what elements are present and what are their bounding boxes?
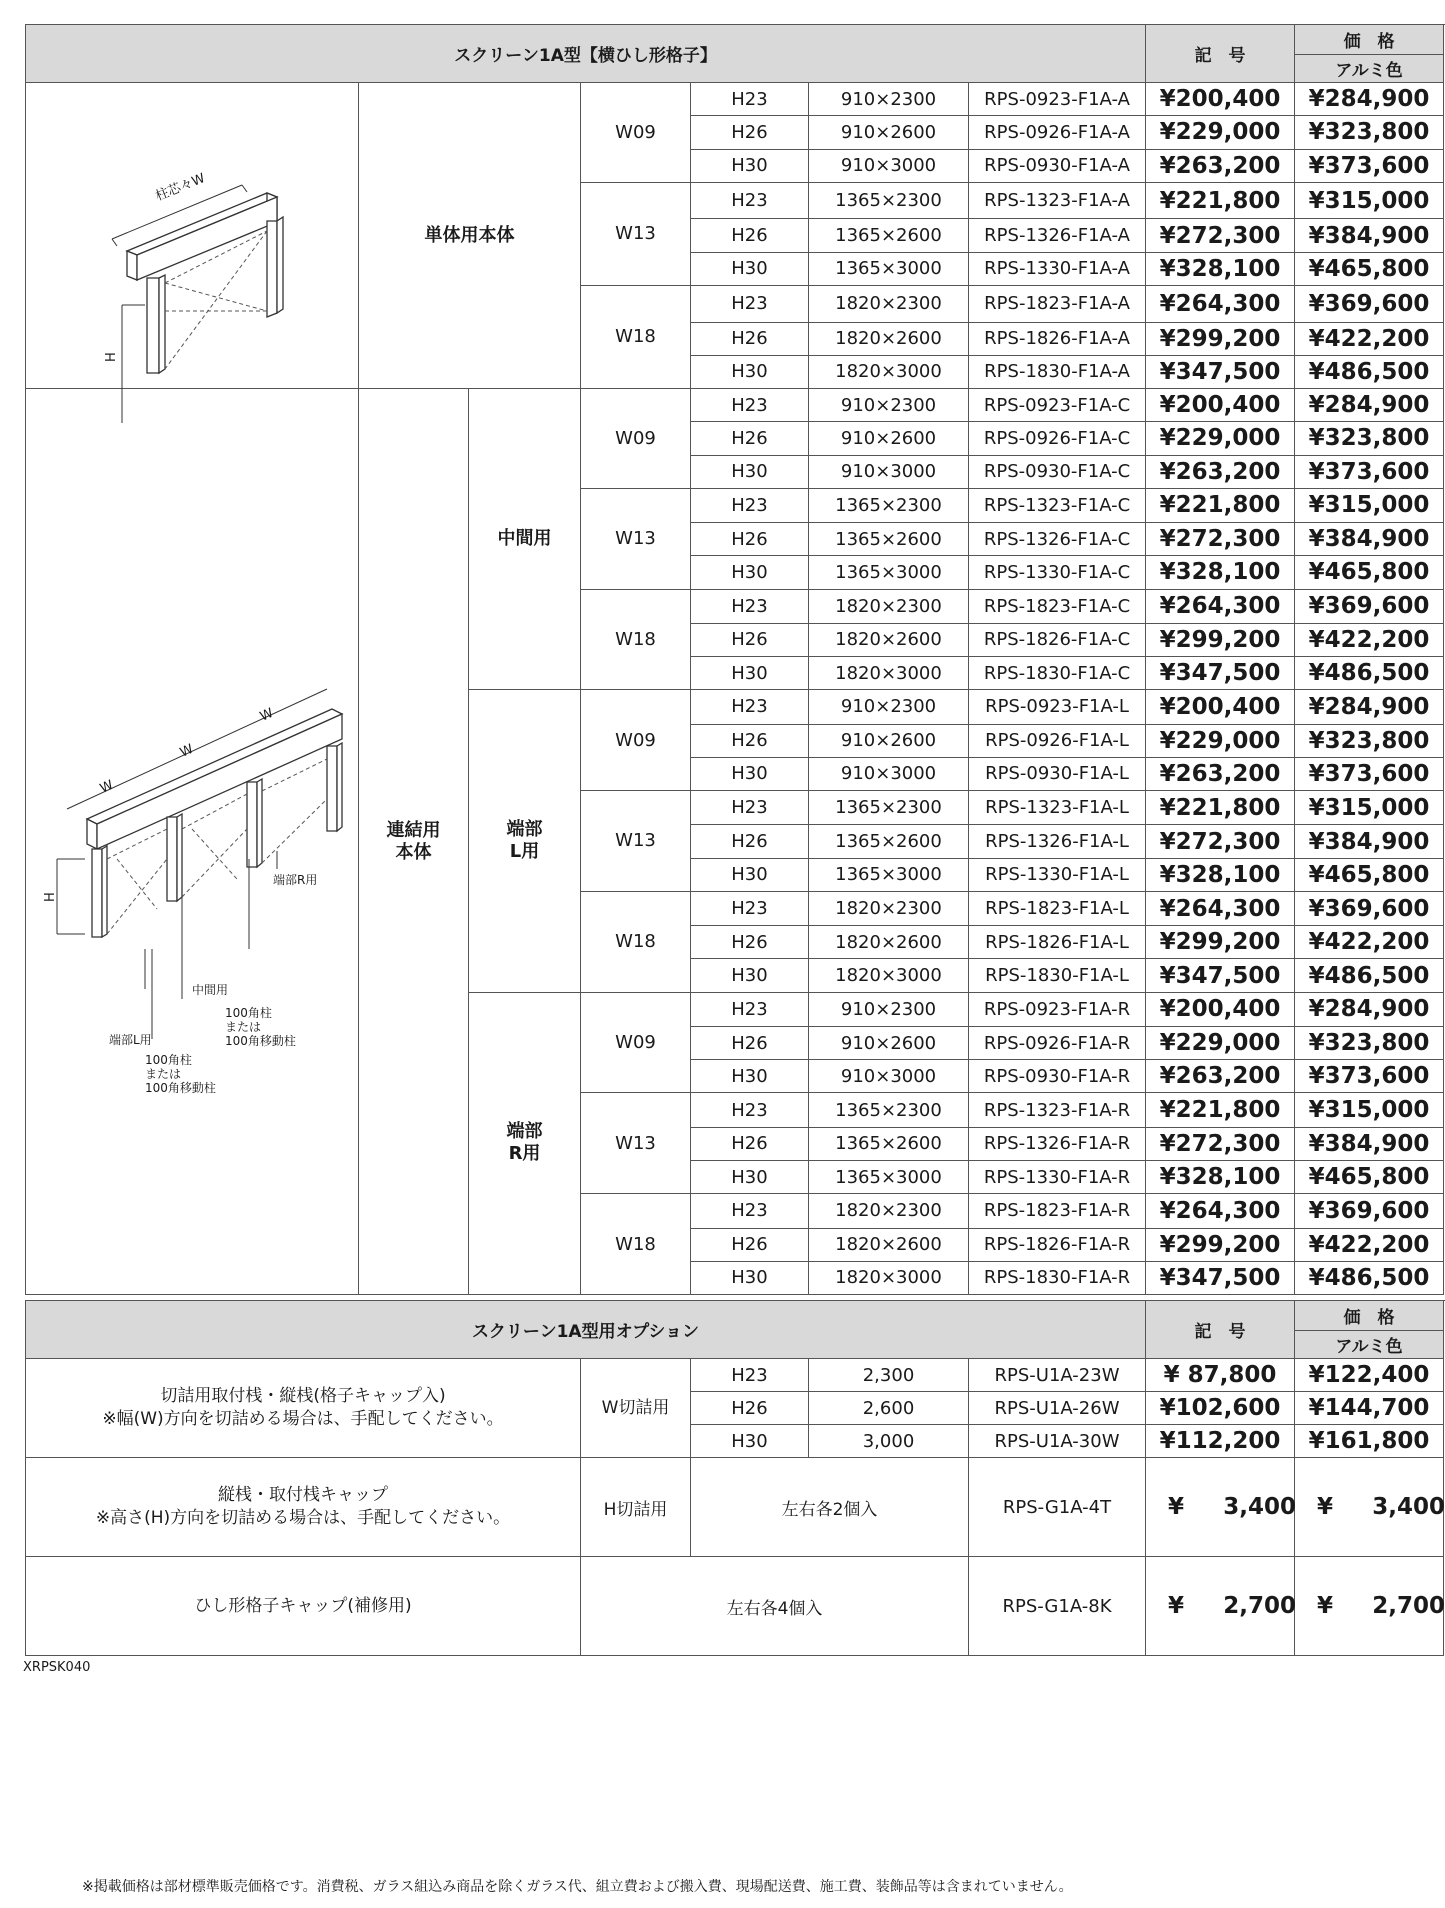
- cell-code: RPS-1826-F1A-R: [969, 1228, 1146, 1261]
- table-row: [26, 83, 1444, 116]
- yen-sign: ¥: [1168, 1593, 1185, 1619]
- cell-code: RPS-1830-F1A-L: [969, 959, 1146, 992]
- cell-price-wood: ¥465,800: [1295, 858, 1444, 891]
- cell-price-wood: ¥284,900: [1295, 389, 1444, 422]
- cell-price-wood: ¥315,000: [1295, 182, 1444, 219]
- cell-size: 910×2600: [809, 724, 969, 757]
- cell-h: H23: [691, 589, 809, 623]
- option-item2-price-alu: [1146, 1458, 1295, 1557]
- cell-h: H26: [691, 724, 809, 757]
- cell-price-alu: ¥221,800: [1146, 1093, 1295, 1127]
- option-item3-code: RPS-G1A-8K: [969, 1557, 1146, 1656]
- cell-code: RPS-0923-F1A-A: [969, 83, 1146, 116]
- cell-price-wood: ¥315,000: [1295, 791, 1444, 825]
- cell-price-wood: ¥465,800: [1295, 252, 1444, 285]
- cell-h: H23: [691, 690, 809, 724]
- cell-price-alu: ¥200,400: [1146, 83, 1295, 116]
- fig2-post1-line3: 100角移動柱: [225, 1034, 296, 1048]
- cell-h: H30: [691, 858, 809, 891]
- cell-size: 1820×2300: [809, 589, 969, 623]
- cell-price-wood: ¥323,800: [1295, 724, 1444, 757]
- cell-price-wood: ¥323,800: [1295, 116, 1444, 149]
- sub-end-l-label: 端部 L用: [469, 690, 581, 992]
- fig2-post2-line3: 100角移動柱: [145, 1081, 216, 1095]
- fig2-w2-label: W: [177, 741, 196, 761]
- cell-code: RPS-1326-F1A-L: [969, 825, 1146, 858]
- width-label: W18: [581, 891, 691, 992]
- main-price-table: [25, 24, 1444, 1295]
- fig2-post2-line2: または: [145, 1067, 182, 1081]
- option-color-alu-header: アルミ色: [1295, 1331, 1444, 1359]
- cell-price-alu: ¥299,200: [1146, 322, 1295, 355]
- table-row: [26, 1359, 1444, 1392]
- fig1-w-label: 柱芯々W: [153, 171, 208, 205]
- linked-figure-cell: [26, 389, 359, 1295]
- cell-price-alu: ¥ 87,800: [1146, 1359, 1295, 1392]
- cell-price-alu: ¥263,200: [1146, 757, 1295, 790]
- cell-size: 1365×3000: [809, 1160, 969, 1193]
- cell-price-wood: ¥486,500: [1295, 657, 1444, 690]
- single-unit-figure: [27, 83, 357, 383]
- fig2-post2-line1: 100角柱: [145, 1053, 192, 1067]
- cell-code: RPS-0926-F1A-L: [969, 724, 1146, 757]
- cell-h: H26: [691, 825, 809, 858]
- cell-code: RPS-1830-F1A-R: [969, 1261, 1146, 1294]
- cell-price-alu: ¥328,100: [1146, 858, 1295, 891]
- cell-code: RPS-1330-F1A-A: [969, 252, 1146, 285]
- price-value: 2,700: [1223, 1593, 1296, 1619]
- cell-price-alu: ¥221,800: [1146, 182, 1295, 219]
- option-item2-qty: 左右各2個入: [691, 1458, 969, 1557]
- cell-price-alu: ¥102,600: [1146, 1392, 1295, 1425]
- cell-size: 910×2600: [809, 422, 969, 455]
- cell-code: RPS-1323-F1A-R: [969, 1093, 1146, 1127]
- cell-h: H26: [691, 1127, 809, 1160]
- option-item2-code: RPS-G1A-4T: [969, 1458, 1146, 1557]
- cell-h: H23: [691, 182, 809, 219]
- cell-price-alu: ¥272,300: [1146, 825, 1295, 858]
- cell-size: 1365×3000: [809, 252, 969, 285]
- cell-size: 1365×3000: [809, 858, 969, 891]
- cell-h: H30: [691, 149, 809, 182]
- option-item2-type: H切詰用: [581, 1458, 691, 1557]
- cell-price-wood: ¥284,900: [1295, 83, 1444, 116]
- table-row: [26, 1458, 1444, 1557]
- cell-price-alu: ¥328,100: [1146, 556, 1295, 589]
- cell-price-wood: ¥373,600: [1295, 1060, 1444, 1093]
- cell-h: H30: [691, 455, 809, 488]
- width-label: W13: [581, 791, 691, 892]
- width-label: W13: [581, 182, 691, 285]
- cell-h: H26: [691, 322, 809, 355]
- yen-sign: ¥: [1317, 1494, 1334, 1520]
- cell-code: RPS-0930-F1A-C: [969, 455, 1146, 488]
- cell-price-alu: ¥347,500: [1146, 657, 1295, 690]
- cell-price-alu: ¥347,500: [1146, 1261, 1295, 1294]
- cell-code: RPS-0923-F1A-C: [969, 389, 1146, 422]
- cell-code: RPS-U1A-30W: [969, 1425, 1146, 1458]
- option-item3-price-wood: [1295, 1557, 1444, 1656]
- cell-price-wood: ¥486,500: [1295, 959, 1444, 992]
- width-label: W09: [581, 992, 691, 1093]
- cell-h: H23: [691, 791, 809, 825]
- table-row: [26, 389, 1444, 422]
- cell-h: H30: [691, 757, 809, 790]
- cell-size: 1365×2600: [809, 523, 969, 556]
- cell-price-wood: ¥384,900: [1295, 1127, 1444, 1160]
- cell-size: 1820×2600: [809, 322, 969, 355]
- cell-size: 1365×3000: [809, 556, 969, 589]
- cell-code: RPS-0930-F1A-A: [969, 149, 1146, 182]
- cell-price-wood: ¥369,600: [1295, 1194, 1444, 1228]
- width-label: W09: [581, 690, 691, 791]
- cell-price-wood: ¥486,500: [1295, 355, 1444, 388]
- option-item3-desc: ひし形格子キャップ(補修用): [26, 1557, 581, 1656]
- cell-price-wood: ¥422,200: [1295, 322, 1444, 355]
- cell-price-wood: ¥486,500: [1295, 1261, 1444, 1294]
- color-alu-header: アルミ色: [1295, 55, 1444, 83]
- cell-code: RPS-1326-F1A-R: [969, 1127, 1146, 1160]
- cell-size: 910×2600: [809, 116, 969, 149]
- cell-price-alu: ¥221,800: [1146, 791, 1295, 825]
- linked-unit-figure: [27, 389, 357, 1289]
- price-header: 価 格: [1295, 25, 1444, 55]
- cell-size: 1365×2600: [809, 1127, 969, 1160]
- cell-size: 1820×3000: [809, 355, 969, 388]
- cell-price-wood: ¥465,800: [1295, 1160, 1444, 1193]
- cell-code: RPS-1823-F1A-C: [969, 589, 1146, 623]
- cell-h: H30: [691, 1060, 809, 1093]
- cell-code: RPS-1826-F1A-L: [969, 926, 1146, 959]
- cell-code: RPS-1826-F1A-C: [969, 623, 1146, 656]
- cell-size: 910×2300: [809, 992, 969, 1026]
- fig2-w1-label: W: [97, 777, 116, 797]
- cell-price-alu: ¥229,000: [1146, 116, 1295, 149]
- cell-code: RPS-1823-F1A-R: [969, 1194, 1146, 1228]
- cell-code: RPS-1330-F1A-R: [969, 1160, 1146, 1193]
- yen-sign: ¥: [1168, 1494, 1185, 1520]
- cell-price-alu: ¥221,800: [1146, 488, 1295, 522]
- width-label: W18: [581, 1194, 691, 1295]
- cell-h: H23: [691, 285, 809, 322]
- cell-price-wood: ¥465,800: [1295, 556, 1444, 589]
- cell-size: 910×2300: [809, 83, 969, 116]
- cell-size: 1365×2300: [809, 182, 969, 219]
- cell-code: RPS-1330-F1A-L: [969, 858, 1146, 891]
- cell-price-alu: ¥264,300: [1146, 285, 1295, 322]
- cell-price-wood: ¥373,600: [1295, 455, 1444, 488]
- cell-size: 2,600: [809, 1392, 969, 1425]
- cell-h: H23: [691, 389, 809, 422]
- cell-h: H23: [691, 488, 809, 522]
- fig1-h-label: H: [104, 352, 119, 362]
- cell-price-alu: ¥200,400: [1146, 992, 1295, 1026]
- cell-price-alu: ¥328,100: [1146, 252, 1295, 285]
- cell-size: 910×2300: [809, 389, 969, 422]
- cell-price-wood: ¥373,600: [1295, 149, 1444, 182]
- cell-h: H30: [691, 959, 809, 992]
- cell-size: 910×2300: [809, 690, 969, 724]
- cell-price-wood: ¥422,200: [1295, 1228, 1444, 1261]
- cell-h: H23: [691, 1359, 809, 1392]
- cell-price-alu: ¥272,300: [1146, 1127, 1295, 1160]
- code-header: 記 号: [1146, 25, 1295, 83]
- cell-size: 1365×2300: [809, 1093, 969, 1127]
- cell-code: RPS-0926-F1A-A: [969, 116, 1146, 149]
- cell-code: RPS-1826-F1A-A: [969, 322, 1146, 355]
- option-code-header: 記 号: [1146, 1301, 1295, 1359]
- option-table-title: スクリーン1A型用オプション: [26, 1301, 1146, 1359]
- cell-size: 910×2600: [809, 1026, 969, 1059]
- cell-code: RPS-0930-F1A-L: [969, 757, 1146, 790]
- cell-size: 1820×2600: [809, 926, 969, 959]
- cell-size: 910×3000: [809, 757, 969, 790]
- option-item2-price-wood: [1295, 1458, 1444, 1557]
- cell-price-wood: ¥373,600: [1295, 757, 1444, 790]
- cell-price-alu: ¥229,000: [1146, 724, 1295, 757]
- cell-price-wood: ¥384,900: [1295, 219, 1444, 252]
- cell-size: 1820×3000: [809, 1261, 969, 1294]
- option-price-table: [25, 1300, 1444, 1656]
- cell-size: 910×3000: [809, 455, 969, 488]
- option-item2-desc: 縦桟・取付桟キャップ ※高さ(H)方向を切詰める場合は、手配してください。: [26, 1458, 581, 1557]
- cell-size: 2,300: [809, 1359, 969, 1392]
- cell-size: 1820×2300: [809, 1194, 969, 1228]
- fig2-end-l-label: 端部L用: [109, 1033, 152, 1047]
- cell-h: H30: [691, 1160, 809, 1193]
- single-figure-cell: [26, 83, 359, 389]
- fig2-w3-label: W: [257, 705, 276, 725]
- cell-h: H26: [691, 1392, 809, 1425]
- sub-middle-label: 中間用: [469, 389, 581, 690]
- cell-code: RPS-0923-F1A-L: [969, 690, 1146, 724]
- cell-size: 1365×2300: [809, 488, 969, 522]
- width-label: W18: [581, 589, 691, 690]
- cell-code: RPS-1830-F1A-C: [969, 657, 1146, 690]
- cell-code: RPS-1323-F1A-C: [969, 488, 1146, 522]
- cell-price-alu: ¥200,400: [1146, 690, 1295, 724]
- cell-size: 910×3000: [809, 1060, 969, 1093]
- cell-price-alu: ¥299,200: [1146, 1228, 1295, 1261]
- option-item1-type: W切詰用: [581, 1359, 691, 1458]
- cell-price-wood: ¥144,700: [1295, 1392, 1444, 1425]
- width-label: W13: [581, 488, 691, 589]
- cell-price-alu: ¥347,500: [1146, 355, 1295, 388]
- cell-h: H26: [691, 623, 809, 656]
- cell-size: 1820×2300: [809, 285, 969, 322]
- cell-size: 1820×2300: [809, 891, 969, 925]
- cell-price-wood: ¥315,000: [1295, 1093, 1444, 1127]
- cell-price-wood: ¥384,900: [1295, 523, 1444, 556]
- cell-size: 1820×3000: [809, 657, 969, 690]
- cell-price-wood: ¥369,600: [1295, 891, 1444, 925]
- cell-price-alu: ¥229,000: [1146, 1026, 1295, 1059]
- cell-price-alu: ¥299,200: [1146, 623, 1295, 656]
- cell-h: H30: [691, 355, 809, 388]
- cell-price-alu: ¥347,500: [1146, 959, 1295, 992]
- cell-price-wood: ¥369,600: [1295, 589, 1444, 623]
- cell-price-alu: ¥272,300: [1146, 219, 1295, 252]
- cell-h: H30: [691, 1261, 809, 1294]
- cell-price-wood: ¥323,800: [1295, 1026, 1444, 1059]
- cell-price-alu: ¥229,000: [1146, 422, 1295, 455]
- cell-code: RPS-1323-F1A-A: [969, 182, 1146, 219]
- cell-price-alu: ¥272,300: [1146, 523, 1295, 556]
- cell-code: RPS-0923-F1A-R: [969, 992, 1146, 1026]
- cell-price-alu: ¥263,200: [1146, 455, 1295, 488]
- option-item3-qty: 左右各4個入: [581, 1557, 969, 1656]
- cell-price-wood: ¥315,000: [1295, 488, 1444, 522]
- fig2-post1-line1: 100角柱: [225, 1006, 272, 1020]
- cell-price-alu: ¥264,300: [1146, 589, 1295, 623]
- cell-size: 910×3000: [809, 149, 969, 182]
- cell-price-alu: ¥264,300: [1146, 891, 1295, 925]
- cell-size: 3,000: [809, 1425, 969, 1458]
- yen-sign: ¥: [1317, 1593, 1334, 1619]
- cell-h: H23: [691, 1093, 809, 1127]
- main-table-title: スクリーン1A型【横ひし形格子】: [26, 25, 1146, 83]
- option-item3-price-alu: [1146, 1557, 1295, 1656]
- cell-size: 1365×2300: [809, 791, 969, 825]
- fig2-middle-label: 中間用: [192, 983, 229, 997]
- price-value: 3,400: [1372, 1494, 1445, 1520]
- cell-h: H23: [691, 1194, 809, 1228]
- sub-end-r-label: 端部 R用: [469, 992, 581, 1294]
- cell-size: 1820×2600: [809, 623, 969, 656]
- cell-price-wood: ¥422,200: [1295, 926, 1444, 959]
- cell-h: H26: [691, 926, 809, 959]
- width-label: W18: [581, 285, 691, 388]
- cell-price-alu: ¥200,400: [1146, 389, 1295, 422]
- table-row: [26, 1557, 1444, 1656]
- cell-size: 1820×3000: [809, 959, 969, 992]
- linked-unit-label: 連結用 本体: [359, 389, 469, 1295]
- cell-h: H26: [691, 1228, 809, 1261]
- option-item1-desc: 切詰用取付桟・縦桟(格子キャップ入) ※幅(W)方向を切詰める場合は、手配してください。: [26, 1359, 581, 1458]
- width-label: W09: [581, 389, 691, 489]
- cell-h: H30: [691, 657, 809, 690]
- option-price-header: 価 格: [1295, 1301, 1444, 1331]
- cell-code: RPS-U1A-23W: [969, 1359, 1146, 1392]
- cell-h: H23: [691, 992, 809, 1026]
- fig2-h-label: H: [43, 892, 58, 902]
- cell-price-wood: ¥284,900: [1295, 690, 1444, 724]
- single-unit-label: 単体用本体: [359, 83, 581, 389]
- cell-price-wood: ¥384,900: [1295, 825, 1444, 858]
- cell-code: RPS-1823-F1A-A: [969, 285, 1146, 322]
- cell-code: RPS-0930-F1A-R: [969, 1060, 1146, 1093]
- cell-price-wood: ¥323,800: [1295, 422, 1444, 455]
- cell-size: 1365×2600: [809, 219, 969, 252]
- cell-price-wood: ¥122,400: [1295, 1359, 1444, 1392]
- cell-h: H30: [691, 1425, 809, 1458]
- cell-h: H30: [691, 252, 809, 285]
- document-code: XRPSK040: [23, 1660, 91, 1675]
- width-label: W09: [581, 83, 691, 183]
- cell-code: RPS-U1A-26W: [969, 1392, 1146, 1425]
- cell-h: H23: [691, 891, 809, 925]
- cell-price-alu: ¥263,200: [1146, 1060, 1295, 1093]
- cell-size: 1365×2600: [809, 825, 969, 858]
- cell-code: RPS-1330-F1A-C: [969, 556, 1146, 589]
- cell-h: H26: [691, 1026, 809, 1059]
- cell-price-alu: ¥263,200: [1146, 149, 1295, 182]
- cell-price-alu: ¥112,200: [1146, 1425, 1295, 1458]
- width-label: W13: [581, 1093, 691, 1194]
- cell-code: RPS-1326-F1A-C: [969, 523, 1146, 556]
- cell-size: 1820×2600: [809, 1228, 969, 1261]
- cell-h: H30: [691, 556, 809, 589]
- cell-h: H23: [691, 83, 809, 116]
- cell-code: RPS-1830-F1A-A: [969, 355, 1146, 388]
- cell-code: RPS-0926-F1A-C: [969, 422, 1146, 455]
- cell-h: H26: [691, 219, 809, 252]
- price-value: 2,700: [1372, 1593, 1445, 1619]
- cell-code: RPS-1323-F1A-L: [969, 791, 1146, 825]
- cell-code: RPS-1823-F1A-L: [969, 891, 1146, 925]
- cell-price-wood: ¥422,200: [1295, 623, 1444, 656]
- cell-price-alu: ¥328,100: [1146, 1160, 1295, 1193]
- cell-price-alu: ¥299,200: [1146, 926, 1295, 959]
- cell-h: H26: [691, 422, 809, 455]
- footnote: ※掲載価格は部材標準販売価格です。消費税、ガラス組込み商品を除くガラス代、組立費および搬入費、現場配送費、施工費、装飾品等は含まれていません。: [82, 1879, 1073, 1895]
- cell-code: RPS-0926-F1A-R: [969, 1026, 1146, 1059]
- cell-price-wood: ¥161,800: [1295, 1425, 1444, 1458]
- cell-price-wood: ¥369,600: [1295, 285, 1444, 322]
- cell-code: RPS-1326-F1A-A: [969, 219, 1146, 252]
- cell-price-wood: ¥284,900: [1295, 992, 1444, 1026]
- price-value: 3,400: [1223, 1494, 1296, 1520]
- fig2-end-r-label: 端部R用: [273, 873, 318, 887]
- fig2-post1-line2: または: [225, 1020, 262, 1034]
- cell-price-alu: ¥264,300: [1146, 1194, 1295, 1228]
- cell-h: H26: [691, 116, 809, 149]
- cell-h: H26: [691, 523, 809, 556]
